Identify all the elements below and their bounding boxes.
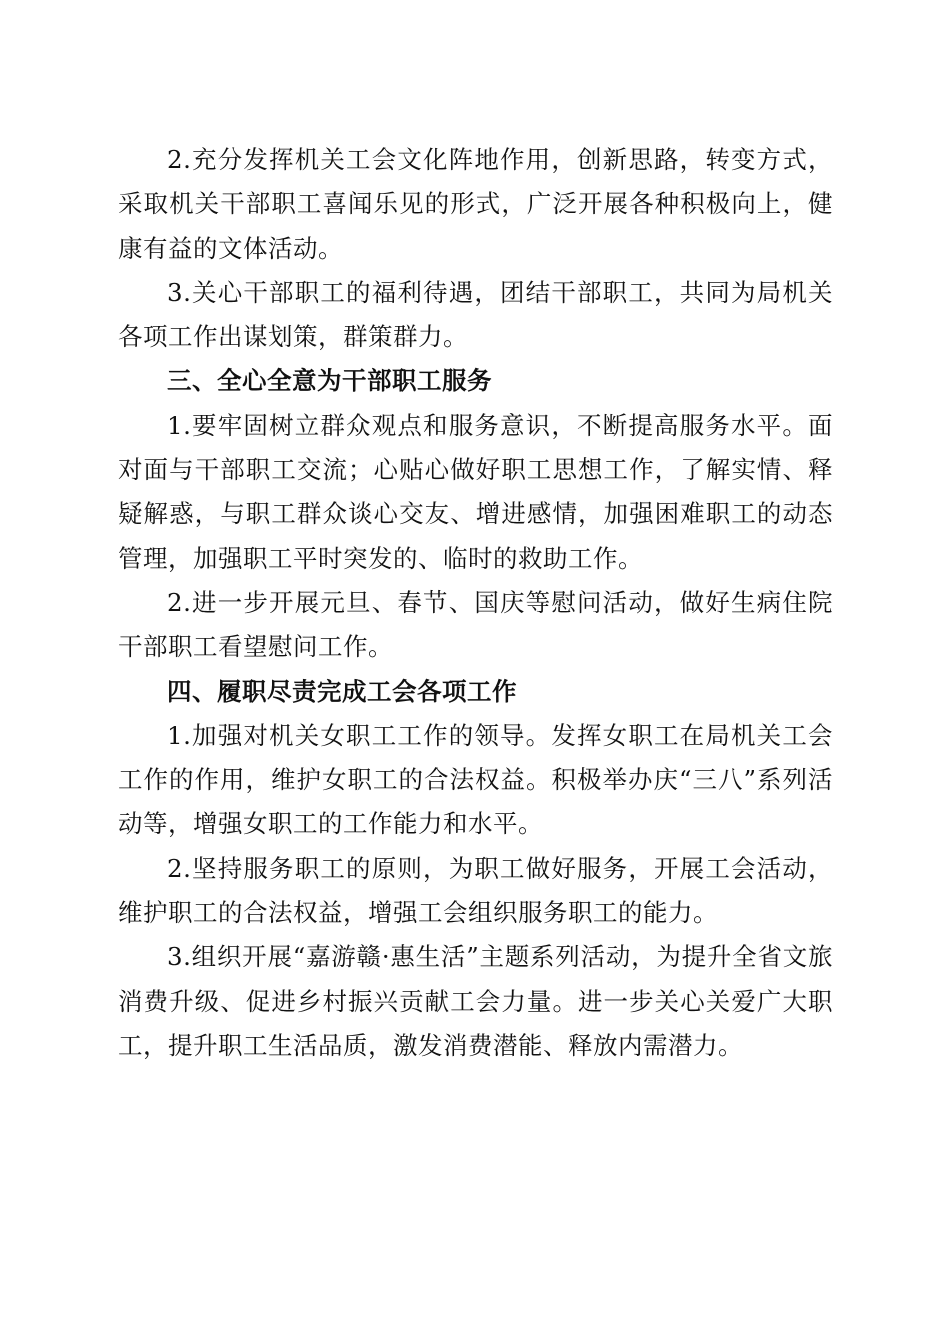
document-page	[118, 138, 833, 1068]
paragraph-1-service-awareness: 1.要牢固树立群众观点和服务意识，不断提高服务水平。面对面与干部职工交流；心贴心做好职工思想工作，了解实情、释疑解惑，与职工群众谈心交友、增进感情，加强困难职工的动态管理，加强职工平时突发的、临时的救助工作。	[118, 410, 833, 573]
paragraph-2-cultural-activities: 2.充分发挥机关工会文化阵地作用，创新思路，转变方式，采取机关干部职工喜闻乐见的形式，广泛开展各种积极向上，健康有益的文体活动。	[118, 145, 833, 263]
paragraph-2-condolence-activities: 2.进一步开展元旦、春节、国庆等慰问活动，做好生病住院干部职工看望慰问工作。	[118, 587, 833, 662]
section-heading-three: 三、全心全意为干部职工服务	[167, 366, 492, 396]
paragraph-3-welfare: 3.关心干部职工的福利待遇，团结干部职工，共同为局机关各项工作出谋划策，群策群力。	[118, 277, 833, 352]
paragraph-3-themed-activities: 3.组织开展“嘉游赣·惠生活”主题系列活动，为提升全省文旅消费升级、促进乡村振兴贡献工会力量。进一步关心关爱广大职工，提升职工生活品质，激发消费潜能、释放内需潜力。	[118, 942, 833, 1060]
paragraph-1-female-staff: 1.加强对机关女职工工作的领导。发挥女职工在局机关工会工作的作用，维护女职工的合法权益。积极举办庆“三八”系列活动等，增强女职工的工作能力和水平。	[118, 720, 833, 839]
paragraph-2-service-principle: 2.坚持服务职工的原则，为职工做好服务，开展工会活动，维护职工的合法权益，增强工会组织服务职工的能力。	[118, 853, 833, 928]
section-heading-four: 四、履职尽责完成工会各项工作	[167, 676, 517, 706]
